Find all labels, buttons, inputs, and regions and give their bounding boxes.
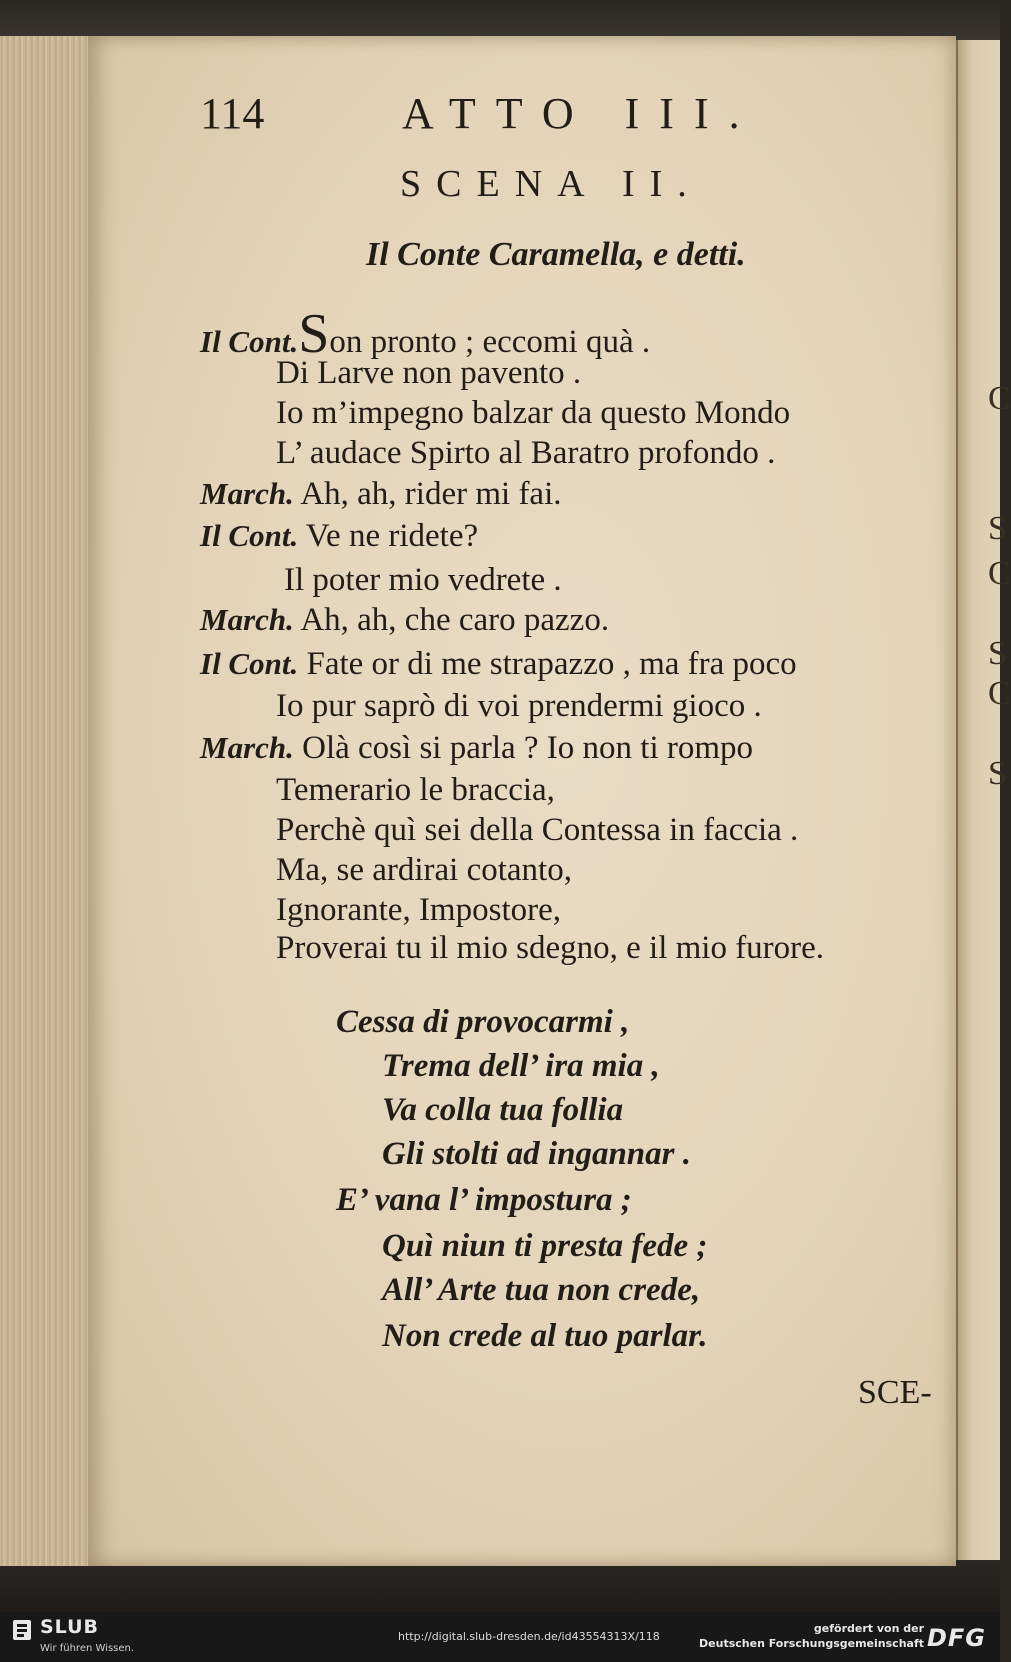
line-text: L’ audace Spirto al Baratro profondo . [276,435,776,471]
line-text: Ignorante, Impostore, [276,892,561,928]
next-page-glyph: C [988,675,1011,712]
dialogue-line [200,518,478,555]
dialogue-line [284,562,562,599]
aria-line: Quì niun ti presta fede ; [382,1228,708,1264]
dfg-logo: DFG [926,1624,986,1652]
next-page-glyph: S [988,635,1007,672]
next-page-glyph: S [988,755,1007,792]
dialogue-line [276,892,561,929]
dialogue-line [200,646,797,683]
dialogue-line [276,812,798,849]
line-text: Olà così si parla ? Io non ti rompo [302,730,754,766]
next-page-sliver [956,40,1011,1560]
next-page-glyph: S [988,510,1007,547]
line-text: Temerario le braccia, [276,772,555,808]
dialogue-line [276,930,824,967]
dialogue-line [276,688,762,725]
speaker-name: Il Cont. [200,518,299,553]
aria-line: Gli stolti ad ingannar . [382,1136,692,1172]
line-text: Io pur saprò di voi prendermi gioco . [276,688,762,724]
line-text: Ma, se ardirai cotanto, [276,852,572,888]
aria-line: All’ Arte tua non crede, [382,1272,701,1308]
line-text: Ah, ah, rider mi fai. [300,476,562,512]
line-text: Perchè quì sei della Contessa in faccia . [276,812,799,848]
line-text: Il poter mio vedrete . [284,562,562,598]
line-text: Di Larve non pavento . [276,355,582,391]
dialogue-line [200,602,609,639]
aria-line: Cessa di provocarmi , [336,1004,630,1040]
page-number: 114 [200,89,265,138]
next-page-glyph: C [988,555,1011,592]
permalink-url[interactable]: http://digital.slub-dresden.de/id43554313X/118 [398,1630,660,1643]
dialogue-line [276,355,581,392]
speaker-name: March. [200,730,294,765]
next-page-glyph: C [988,380,1011,417]
viewer-footer [0,1612,1000,1662]
cast-line: Il Conte Caramella, e detti. [366,236,746,273]
dialogue-line [276,852,572,889]
line-text: Ah, ah, che caro pazzo. [300,602,610,638]
library-name: SLUB [40,1616,100,1638]
drop-cap: S [298,303,330,365]
funding-note [699,1621,924,1651]
speaker-name: Il Cont. [200,646,299,681]
speaker-name: March. [200,602,294,637]
scene-heading: SCENA II. [400,163,702,205]
page-stack-edge [0,36,92,1566]
dialogue-line [276,772,555,809]
dialogue-line [276,395,790,432]
funding-line: Deutschen Forschungsgemeinschaft [699,1637,924,1650]
aria-line: Va colla tua follia [382,1092,624,1128]
line-text: on pronto ; eccomi quà . [329,324,651,360]
line-text: Proverai tu il mio sdegno, e il mio furore. [276,930,825,966]
aria-line: E’ vana l’ impostura ; [336,1182,632,1218]
act-heading: ATTO III. [402,89,760,138]
aria-line: Non crede al tuo parlar. [382,1318,708,1354]
line-text: Io m’impegno balzar da questo Mondo [276,395,791,431]
speaker-name: Il Cont. [200,324,299,359]
dialogue-line [276,435,775,472]
library-slogan: Wir führen Wissen. [40,1643,135,1654]
catchword: SCE- [858,1374,932,1411]
aria-line: Trema dell’ ira mia , [382,1048,660,1084]
dialogue-line [200,303,651,365]
line-text: Ve ne ridete? [305,518,479,554]
speaker-name: March. [200,476,294,511]
funding-line: gefördert von der [813,1622,924,1635]
slub-logo-icon [12,1619,32,1641]
dialogue-line [200,730,753,767]
line-text: Fate or di me strapazzo , ma fra poco [306,646,797,682]
dialogue-line [200,476,562,513]
